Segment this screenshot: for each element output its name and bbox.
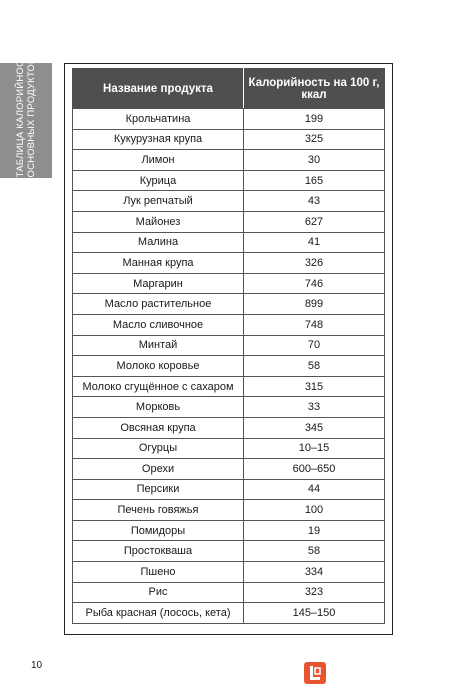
table-row	[73, 253, 385, 274]
table-header-row	[73, 69, 385, 109]
calories-cell: 345	[244, 417, 385, 438]
product-name-cell: Курица	[73, 170, 244, 191]
table-row	[73, 520, 385, 541]
calories-cell: 165	[244, 170, 385, 191]
product-name-cell: Масло сливочное	[73, 314, 244, 335]
product-name-cell: Помидоры	[73, 520, 244, 541]
calories-cell: 600–650	[244, 459, 385, 480]
product-name-cell: Молоко коровье	[73, 356, 244, 377]
calories-cell: 10–15	[244, 438, 385, 459]
table-row	[73, 397, 385, 418]
calories-cell: 43	[244, 191, 385, 212]
calories-cell: 334	[244, 562, 385, 583]
product-name-cell: Лук репчатый	[73, 191, 244, 212]
product-name-cell: Минтай	[73, 335, 244, 356]
table-row	[73, 438, 385, 459]
calorie-table	[72, 68, 385, 624]
table-row	[73, 294, 385, 315]
calories-cell: 100	[244, 500, 385, 521]
product-name-cell: Рыба красная (лосось, кета)	[73, 603, 244, 624]
chapter-side-title	[15, 47, 37, 178]
calories-cell: 19	[244, 520, 385, 541]
table-row	[73, 211, 385, 232]
table-row	[73, 335, 385, 356]
calories-cell: 33	[244, 397, 385, 418]
calories-cell: 748	[244, 314, 385, 335]
product-name-cell: Овсяная крупа	[73, 417, 244, 438]
product-name-cell: Рис	[73, 582, 244, 603]
calories-cell: 899	[244, 294, 385, 315]
table-row	[73, 129, 385, 150]
table-row	[73, 459, 385, 480]
product-name-cell: Морковь	[73, 397, 244, 418]
table-row	[73, 541, 385, 562]
header-product-name: Название продукта	[73, 69, 244, 109]
table-row	[73, 500, 385, 521]
product-name-cell: Пшено	[73, 562, 244, 583]
product-name-cell: Маргарин	[73, 273, 244, 294]
product-name-cell: Печень говяжья	[73, 500, 244, 521]
calories-cell: 326	[244, 253, 385, 274]
product-name-cell: Крольчатина	[73, 109, 244, 130]
product-name-cell: Манная крупа	[73, 253, 244, 274]
table-row	[73, 314, 385, 335]
table-row	[73, 582, 385, 603]
product-name-cell: Орехи	[73, 459, 244, 480]
product-name-cell: Лимон	[73, 150, 244, 171]
product-name-cell: Малина	[73, 232, 244, 253]
calories-cell: 323	[244, 582, 385, 603]
table-row	[73, 191, 385, 212]
product-name-cell: Огурцы	[73, 438, 244, 459]
table-row	[73, 232, 385, 253]
calories-cell: 58	[244, 541, 385, 562]
product-name-cell: Масло растительное	[73, 294, 244, 315]
table-row	[73, 150, 385, 171]
table-row	[73, 170, 385, 191]
calories-cell: 70	[244, 335, 385, 356]
chapter-title-line-2: ОСНОВНЫХ ПРОДУКТОВ	[26, 57, 37, 178]
calories-cell: 30	[244, 150, 385, 171]
table-row	[73, 376, 385, 397]
calories-cell: 627	[244, 211, 385, 232]
page-number: 10	[31, 660, 43, 671]
chapter-title-line-1: ТАБЛИЦА КАЛОРИЙНОСТИ	[15, 47, 26, 178]
table-row	[73, 273, 385, 294]
calories-cell: 41	[244, 232, 385, 253]
calories-cell: 44	[244, 479, 385, 500]
publisher-logo-icon	[304, 662, 326, 684]
product-name-cell: Простокваша	[73, 541, 244, 562]
table-body	[73, 109, 385, 624]
table-row	[73, 109, 385, 130]
calories-cell: 199	[244, 109, 385, 130]
table-row	[73, 603, 385, 624]
calorie-table-frame	[64, 63, 393, 635]
table-row	[73, 562, 385, 583]
calories-cell: 58	[244, 356, 385, 377]
product-name-cell: Кукурузная крупа	[73, 129, 244, 150]
product-name-cell: Майонез	[73, 211, 244, 232]
table-row	[73, 479, 385, 500]
table-row	[73, 356, 385, 377]
header-calories: Калорийность на 100 г, ккал	[244, 69, 385, 109]
calories-cell: 746	[244, 273, 385, 294]
calories-cell: 315	[244, 376, 385, 397]
calories-cell: 325	[244, 129, 385, 150]
table-row	[73, 417, 385, 438]
product-name-cell: Персики	[73, 479, 244, 500]
product-name-cell: Молоко сгущённое с сахаром	[73, 376, 244, 397]
calories-cell: 145–150	[244, 603, 385, 624]
